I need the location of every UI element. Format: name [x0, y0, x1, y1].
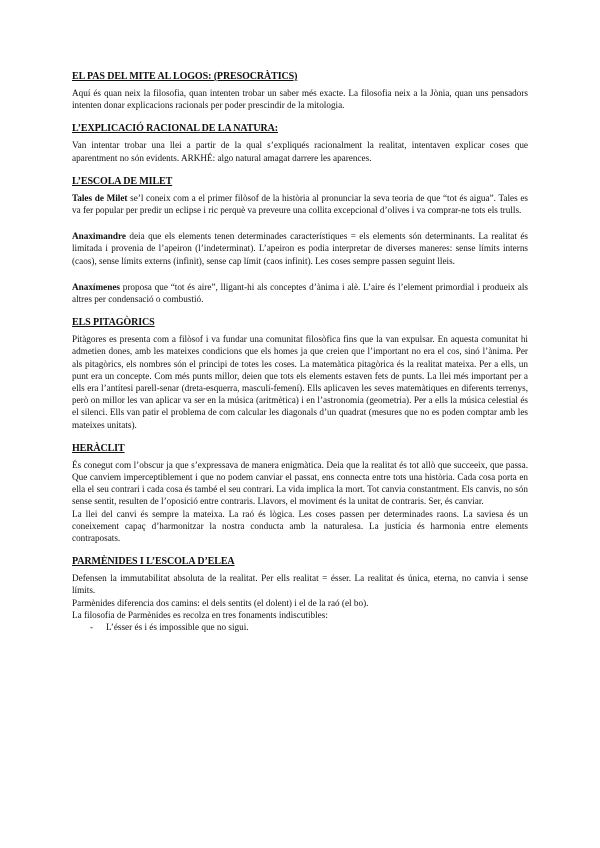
paragraph-presocratics: Aquí és quan neix la filosofia, quan intenten trobar un saber més exacte. La filosofia neix a la Jònia, quan uns pensadors intenten donar explicacions racionals per poder prescindir de la mitologia. — [72, 88, 528, 111]
heading-escola-milet: L’ESCOLA DE MILET — [72, 175, 173, 187]
paragraph-anaximandre — [72, 230, 528, 267]
paragraph-explicacio-racional: Van intentar trobar una llei a partir de la qual s’expliqués racionalment la realitat, intentaven explicar coses que aparentment no són evidents. ARKHÉ: algo natural amagat darrere les aparences. — [72, 140, 528, 163]
text-anaximandre: deia que els elements tenen determinades característiques = els elements són determinants. La realitat és limitada i provenia de l’apeiron (l’indeterminat). L’apeiron es podia interpretar de diverses maneres: sense límits interns (caos), sense límits externs (infinit), sense cap límit (caos infinit). Les coses sempre passen seguint lleis. — [72, 231, 528, 266]
paragraph-heraclit-1: És conegut com l’obscur ja que s’expressava de manera enigmàtica. Deia que la realitat és tot allò que succeeix, que passa. Que canviem imperceptiblement i que no podem canviar el passat, ens connecta entre tots una història. Cada cosa porta en ella el seu contrari i cada cosa és també el seu contrari. La vida implica la mort. Tot canvia constantment. Els canvis, no són sense sentit, resulten de l’oposició entre contraris. Llavors, el moviment és la unitat de contraris. Ser, és canviar. — [72, 459, 528, 507]
paragraph-tales — [72, 192, 528, 216]
name-anaximenes: Anaxímenes — [72, 281, 120, 292]
list-item-text: L’ésser és i és impossible que no sigui. — [106, 622, 249, 633]
list-item — [72, 621, 528, 633]
paragraph-parmenides-1: Defensen la immutabilitat absoluta de la realitat. Per ells realitat = ésser. La realitat és única, eterna, no canvia i sense límits. — [72, 573, 528, 596]
text-anaximenes: proposa que “tot és aire”, lligant-hi als conceptes d’ànima i alè. L’aire és l’element primordial i produeix als altres per condensació o combustió. — [72, 281, 528, 305]
paragraph-parmenides-2: Parmènides diferencia dos camins: el dels sentits (el dolent) i el de la raó (el bo). — [72, 597, 369, 608]
paragraph-anaximenes — [72, 281, 528, 305]
bullet-dash: - — [90, 622, 94, 633]
document-page — [72, 71, 528, 633]
text-tales: se’l coneix com a el primer filòsof de la història al pronunciar la seva teoria de que “tot és aigua”. Tales es va fer popular per predir un eclipse i ric perquè va preveure una collita excepcional d’olives i va comprar-ne tots els trulls. — [72, 192, 528, 216]
heading-heraclit: HERÀCLIT — [72, 442, 125, 454]
heading-parmenides: PARMÈNIDES I L’ESCOLA D’ELEA — [72, 556, 235, 568]
paragraph-pitagorics: Pitàgores es presenta com a filòsof i va fundar una comunitat filosòfica fins que la van expulsar. En aquesta comunitat hi admetien dones, amb les mateixes condicions que els homes ja que creien que l’important no era el cos, sinó l’ànima. Per als pitagòrics, els nombres són el principi de totes les coses. La matemàtica pitagòrica és la realitat mateixa. Per a ells, un punt era un concepte. Com més punts millor, deien que tots els elements estaven fets de punts. La llei més important per a ells era l’antítesi parell-senar (dreta-esquerra, masculí-femení). Ells aplicaven les seves matemàtiques en diferents terrenys, però on millor les van aplicar va ser en la música (aritmètica) i en l’astronomia (geometria). Per a ells la música celestial és el silenci. Ells van patir el problema de com calcular les diagonals d’un quadrat (mesures que no es poden comptar amb les mateixes unitats). — [72, 334, 528, 430]
name-tales: Tales de Milet — [72, 192, 128, 203]
heading-presocratics: EL PAS DEL MITE AL LOGOS: (PRESOCRÀTICS) — [72, 71, 298, 82]
paragraph-heraclit-2: La llei del canvi és sempre la mateixa. La raó és lògica. Les coses passen per determinades raons. La saviesa és un coneixement capaç d’harmonitzar la nostra conducta amb la naturalesa. La justícia és harmonia entre elements contraposats. — [72, 508, 528, 544]
name-anaximandre: Anaximandre — [72, 231, 126, 242]
heading-pitagorics: ELS PITAGÒRICS — [72, 317, 155, 329]
paragraph-parmenides-3: La filosofia de Parmènides es recolza en tres fonaments indiscutibles: — [72, 609, 328, 620]
heading-explicacio-racional: L’EXPLICACIÓ RACIONAL DE LA NATURA: — [72, 123, 278, 135]
